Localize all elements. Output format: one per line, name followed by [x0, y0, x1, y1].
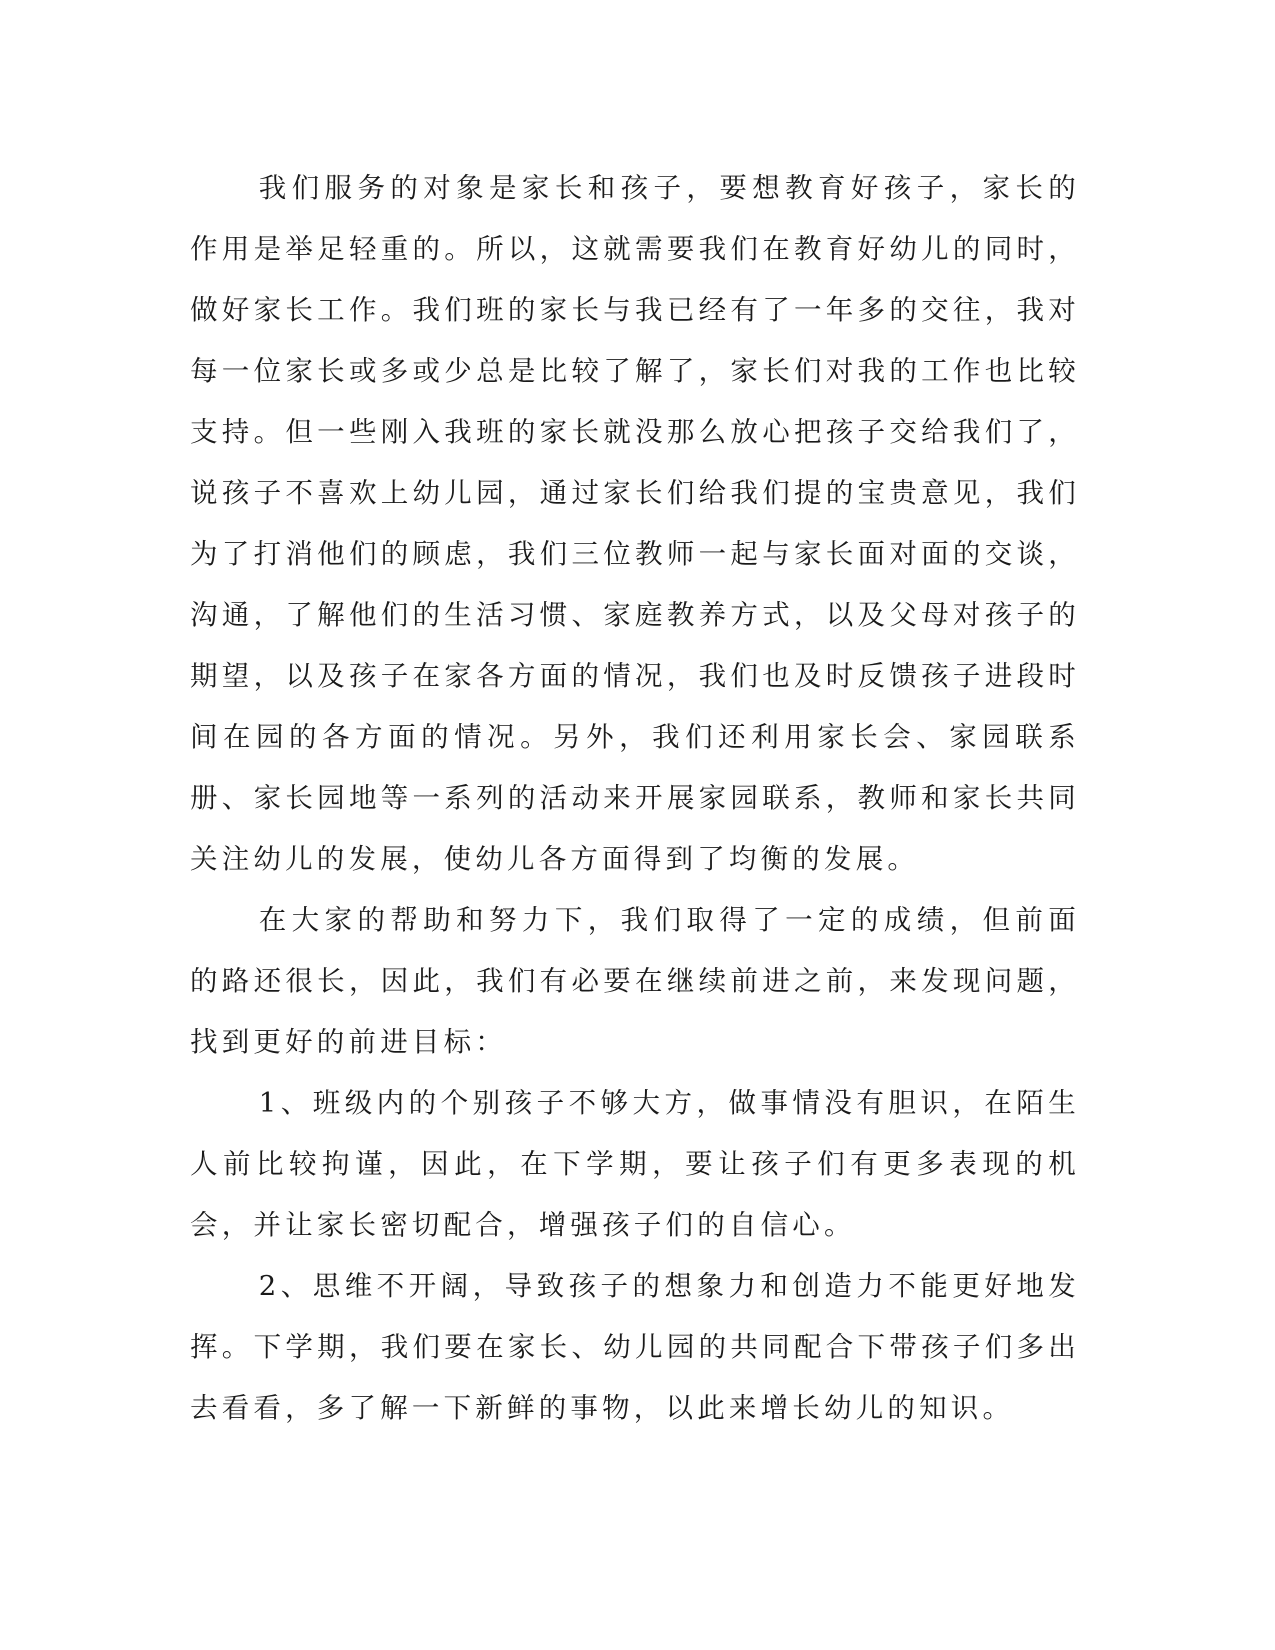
document-body	[190, 158, 1080, 1439]
paragraph-parent-work: 我们服务的对象是家长和孩子，要想教育好孩子，家长的作用是举足轻重的。所以，这就需要我们在教育好幼儿的同时，做好家长工作。我们班的家长与我已经有了一年多的交往，我对每一位家长或多或少总是比较了解了，家长们对我的工作也比较支持。但一些刚入我班的家长就没那么放心把孩子交给我们了，说孩子不喜欢上幼儿园，通过家长们给我们提的宝贵意见，我们为了打消他们的顾虑，我们三位教师一起与家长面对面的交谈，沟通，了解他们的生活习惯、家庭教养方式，以及父母对孩子的期望，以及孩子在家各方面的情况，我们也及时反馈孩子进段时间在园的各方面的情况。另外，我们还利用家长会、家园联系册、家长园地等一系列的活动来开展家园联系，教师和家长共同关注幼儿的发展，使幼儿各方面得到了均衡的发展。	[190, 172, 1080, 875]
paragraph-goal-imagination: 2、思维不开阔，导致孩子的想象力和创造力不能更好地发挥。下学期，我们要在家长、幼儿园的共同配合下带孩子们多出去看看，多了解一下新鲜的事物，以此来增长幼儿的知识。	[190, 1270, 1080, 1424]
paragraph-achievements: 在大家的帮助和努力下，我们取得了一定的成绩，但前面的路还很长，因此，我们有必要在继续前进之前，来发现问题，找到更好的前进目标：	[190, 904, 1080, 1058]
paragraph-goal-confidence: 1、班级内的个别孩子不够大方，做事情没有胆识，在陌生人前比较拘谨，因此，在下学期，要让孩子们有更多表现的机会，并让家长密切配合，增强孩子们的自信心。	[190, 1087, 1080, 1241]
